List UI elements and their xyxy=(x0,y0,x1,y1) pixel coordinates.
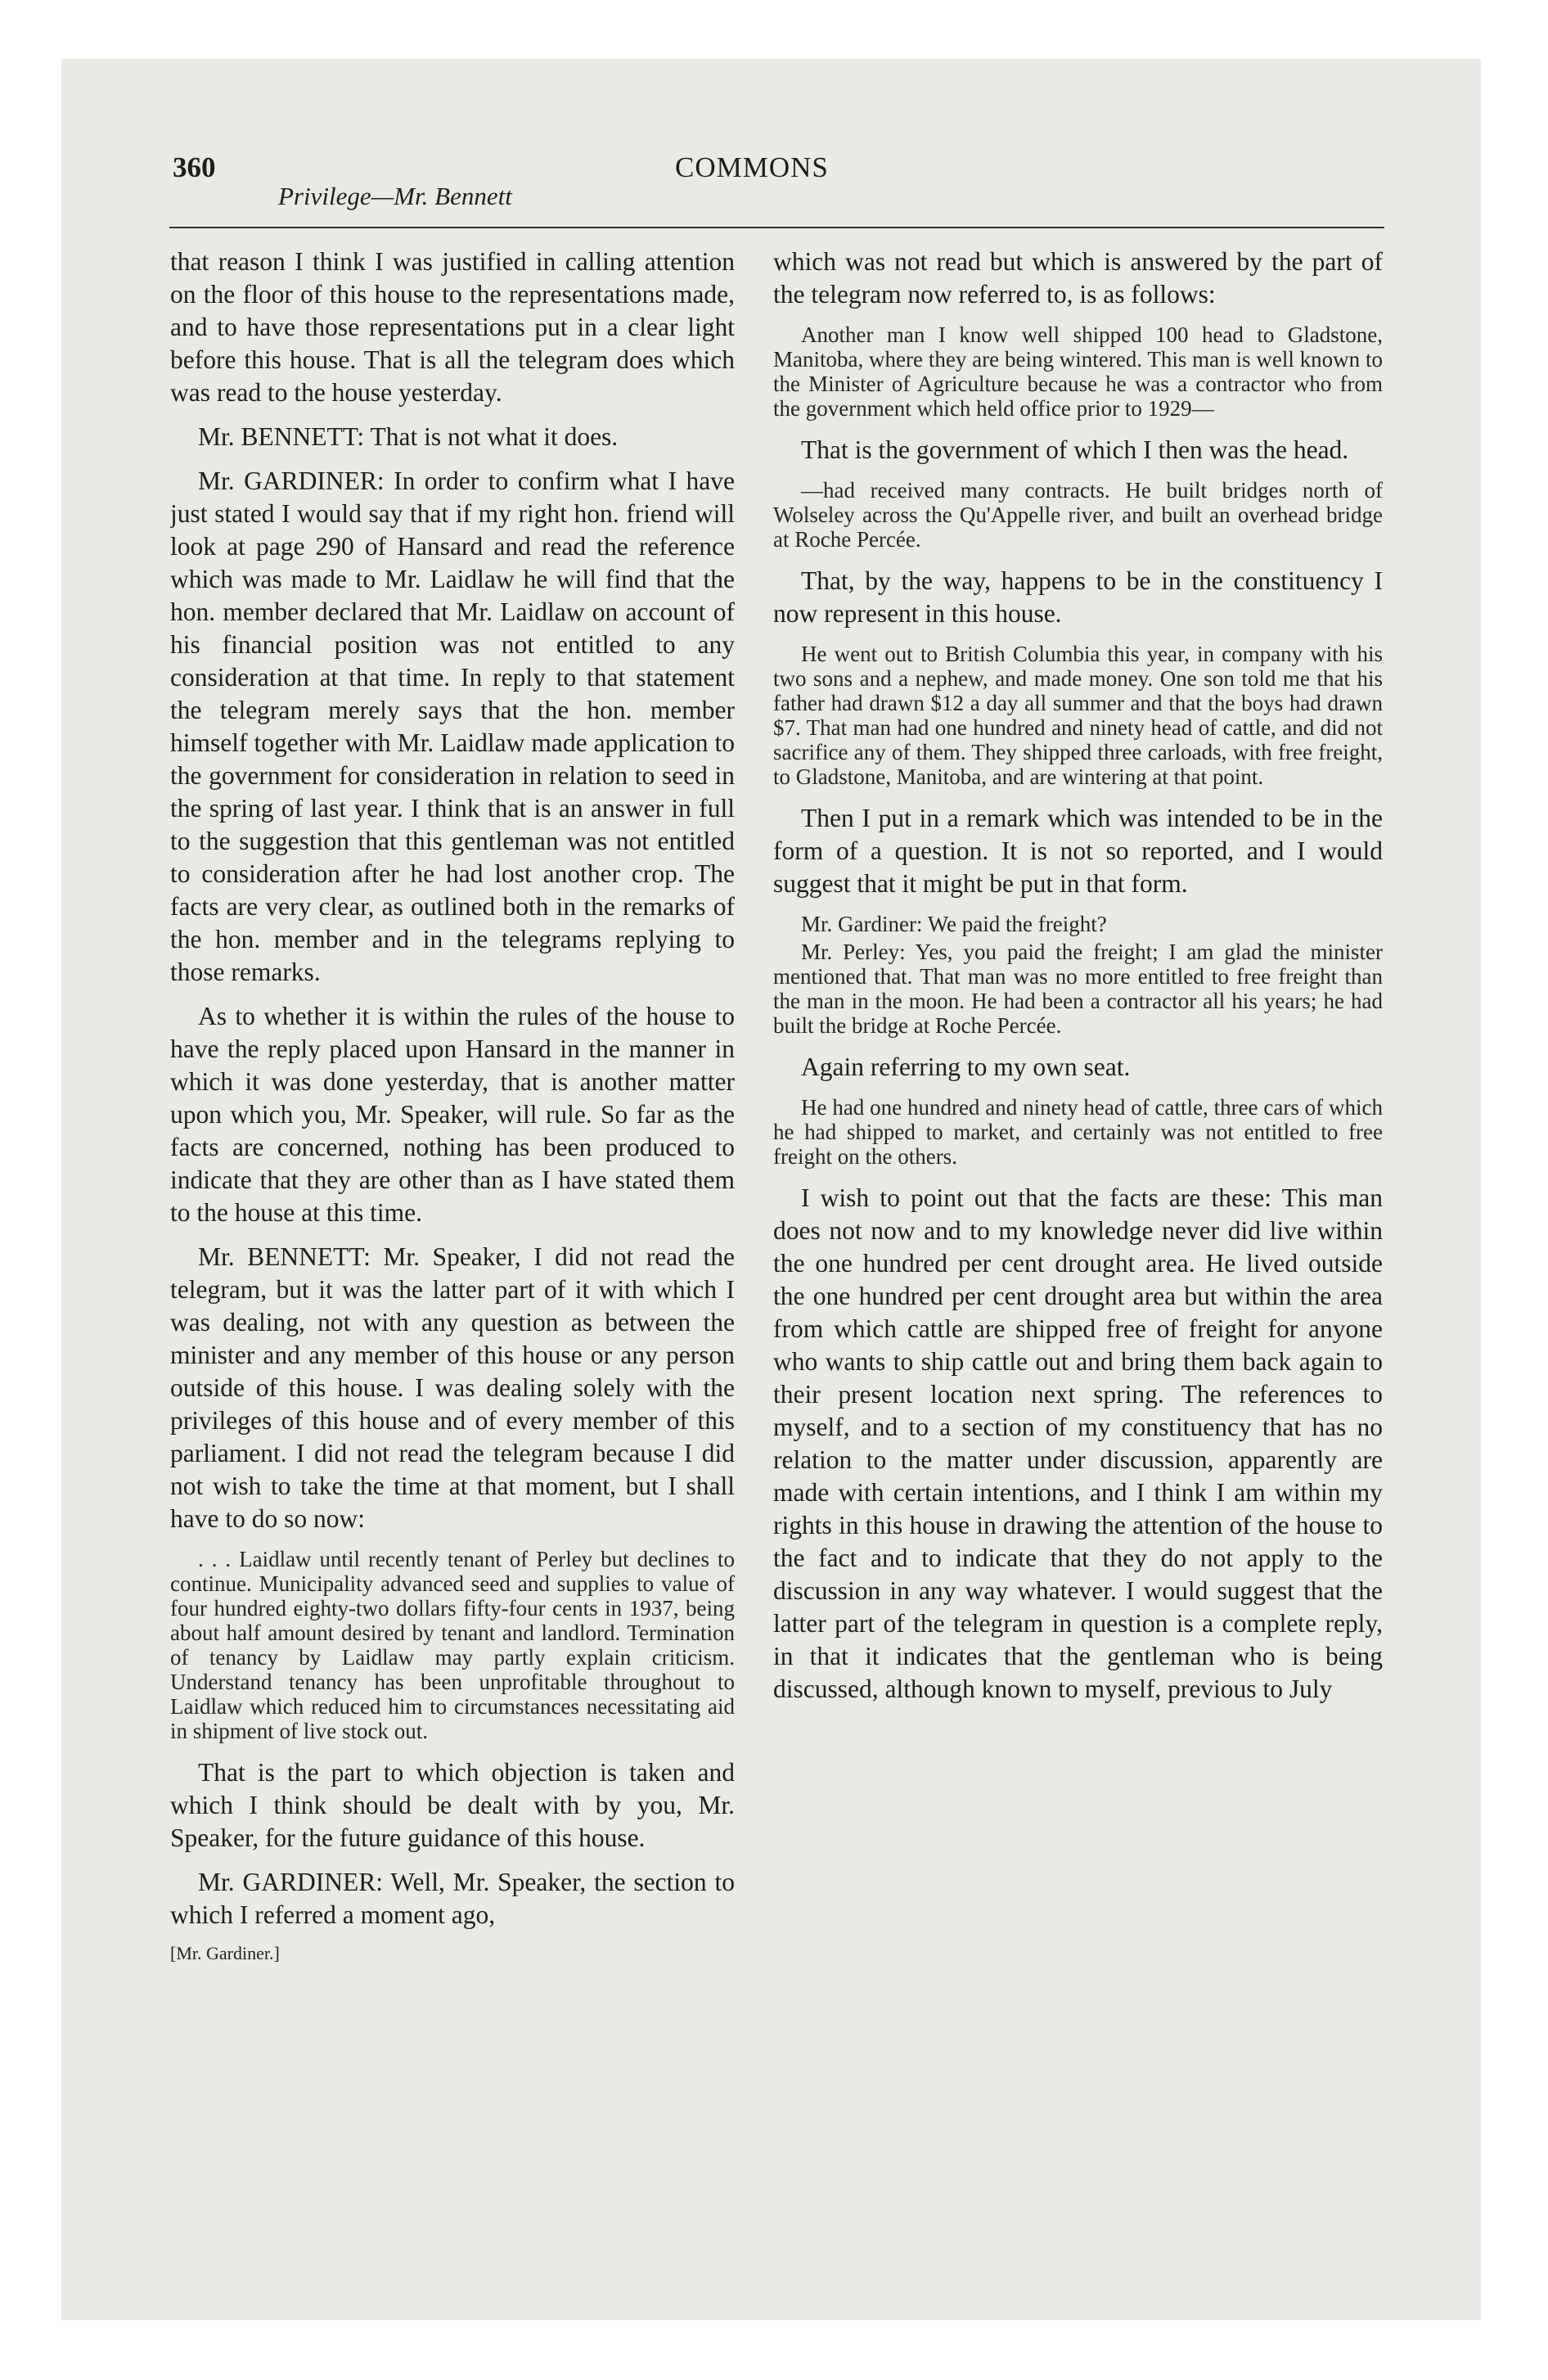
paragraph: I wish to point out that the facts are these: This man does not now and to my knowledge never did live within the one hundred per cent drought area. He lived outside the one hundred per cent drought area but within the area from which cattle are shipped free of freight for anyone who wants to ship cattle out and bring them back again to their present location next spring. The references to myself, and to a section of my constituency that has no relation to the matter under discussion, apparently are made with certain intentions, and I think I am within my rights in this house in drawing the attention of the house to the fact and to indicate that they do not apply to the discussion in any way whatever. I would suggest that the latter part of the telegram in question is a complete reply, in that it indicates that the gentleman who is being discussed, although known to myself, previous to July xyxy=(773,1183,1383,1703)
paragraph: That is the government of which I then was the head. xyxy=(801,435,1349,464)
quoted-text: He had one hundred and ninety head of cattle, three cars of which he had shipped to market, and certainly was not entitled to free freight on the others. xyxy=(773,1095,1383,1169)
left-column xyxy=(170,246,735,2161)
paragraph: That is the part to which objection is taken and which I think should be dealt with by you, Mr. Speaker, for the future guidance of this house. xyxy=(170,1758,735,1852)
paragraph: Mr. BENNETT: That is not what it does. xyxy=(198,422,619,451)
running-subtitle: Privilege—Mr. Bennett xyxy=(278,182,512,210)
paragraph: Mr. GARDINER: Well, Mr. Speaker, the section to which I referred a moment ago, xyxy=(170,1868,735,1929)
quoted-dialogue: Mr. Gardiner: We paid the freight? xyxy=(801,912,1107,936)
paragraph: which was not read but which is answered by the part of the telegram now referred to, is as follows: xyxy=(773,247,1383,309)
quoted-text: —had received many contracts. He built bridges north of Wolseley across the Qu'Appelle river, and built an overhead bridge at Roche Percée. xyxy=(773,478,1383,552)
paragraph: Then I put in a remark which was intended to be in the form of a question. It is not so reported, and I would suggest that it might be put in that form. xyxy=(773,804,1383,898)
paragraph: Mr. BENNETT: Mr. Speaker, I did not read the telegram, but it was the latter part of it with which I was dealing, not with any question as between the minister and any member of this house or any person outside of this house. I was dealing solely with the privileges of this house and of every member of this parliament. I did not read the telegram because I did not wish to take the time at that moment, but I shall have to do so now: xyxy=(170,1242,735,1533)
quoted-text: Another man I know well shipped 100 head to Gladstone, Manitoba, where they are being wintered. This man is well known to the Minister of Agriculture because he was a contractor who from the government which held office prior to 1929— xyxy=(773,322,1383,421)
paragraph: As to whether it is within the rules of the house to have the reply placed upon Hansard in the manner in which it was done yesterday, that is another matter upon which you, Mr. Speaker, will rule. So far as the facts are concerned, nothing has been produced to indicate that they are other than as I have stated them to the house at this time. xyxy=(170,1002,735,1227)
quoted-text: He went out to British Columbia this year, in company with his two sons and a nephew, and made money. One son told me that his father had drawn $12 a day all summer and that the boys had drawn $7. That man had one hundred and ninety head of cattle, and did not sacrifice any of them. They shipped three carloads, with free freight, to Gladstone, Manitoba, and are wintering at that point. xyxy=(773,642,1383,789)
quoted-dialogue: Mr. Perley: Yes, you paid the freight; I am glad the minister mentioned that. That man was no more entitled to free freight than the man in the moon. He had been a contractor all his years; he had built the bridge at Roche Percée. xyxy=(773,940,1383,1038)
paragraph: That, by the way, happens to be in the constituency I now represent in this house. xyxy=(773,566,1383,628)
speaker-footer: [Mr. Gardiner.] xyxy=(170,1943,280,1963)
quoted-telegram: . . . Laidlaw until recently tenant of Perley but declines to continue. Municipality advanced seed and supplies to value of four hundred eighty-two dollars fifty-four cents in 1937, being about half amount desired by tenant and landlord. Termination of tenancy by Laidlaw may partly explain criticism. Understand tenancy has been unprofitable throughout to Laidlaw which reduced him to circumstances necessitating aid in shipment of live stock out. xyxy=(170,1547,735,1743)
header-rule xyxy=(169,227,1384,228)
page-header xyxy=(0,0,1548,246)
paragraph: that reason I think I was justified in calling attention on the floor of this house to the representations made, and to have those representations put in a clear light before this house. That is all the telegram does which was read to the house yesterday. xyxy=(170,247,735,407)
paragraph: Again referring to my own seat. xyxy=(801,1053,1131,1081)
right-column xyxy=(773,246,1383,2161)
page-number: 360 xyxy=(173,151,216,183)
running-title: COMMONS xyxy=(675,151,829,183)
paragraph: Mr. GARDINER: In order to confirm what I have just stated I would say that if my right hon. friend will look at page 290 of Hansard and read the reference which was made to Mr. Laidlaw he will find that the hon. member declared that Mr. Laidlaw on account of his financial position was not entitled to any consideration at that time. In reply to that statement the telegram merely says that the hon. member himself together with Mr. Laidlaw made application to the government for consideration in relation to seed in the spring of last year. I think that is an answer in full to the suggestion that this gentleman was not entitled to consideration after he had lost another crop. The facts are very clear, as outlined both in the remarks of the hon. member and in the telegrams replying to those remarks. xyxy=(170,467,735,986)
